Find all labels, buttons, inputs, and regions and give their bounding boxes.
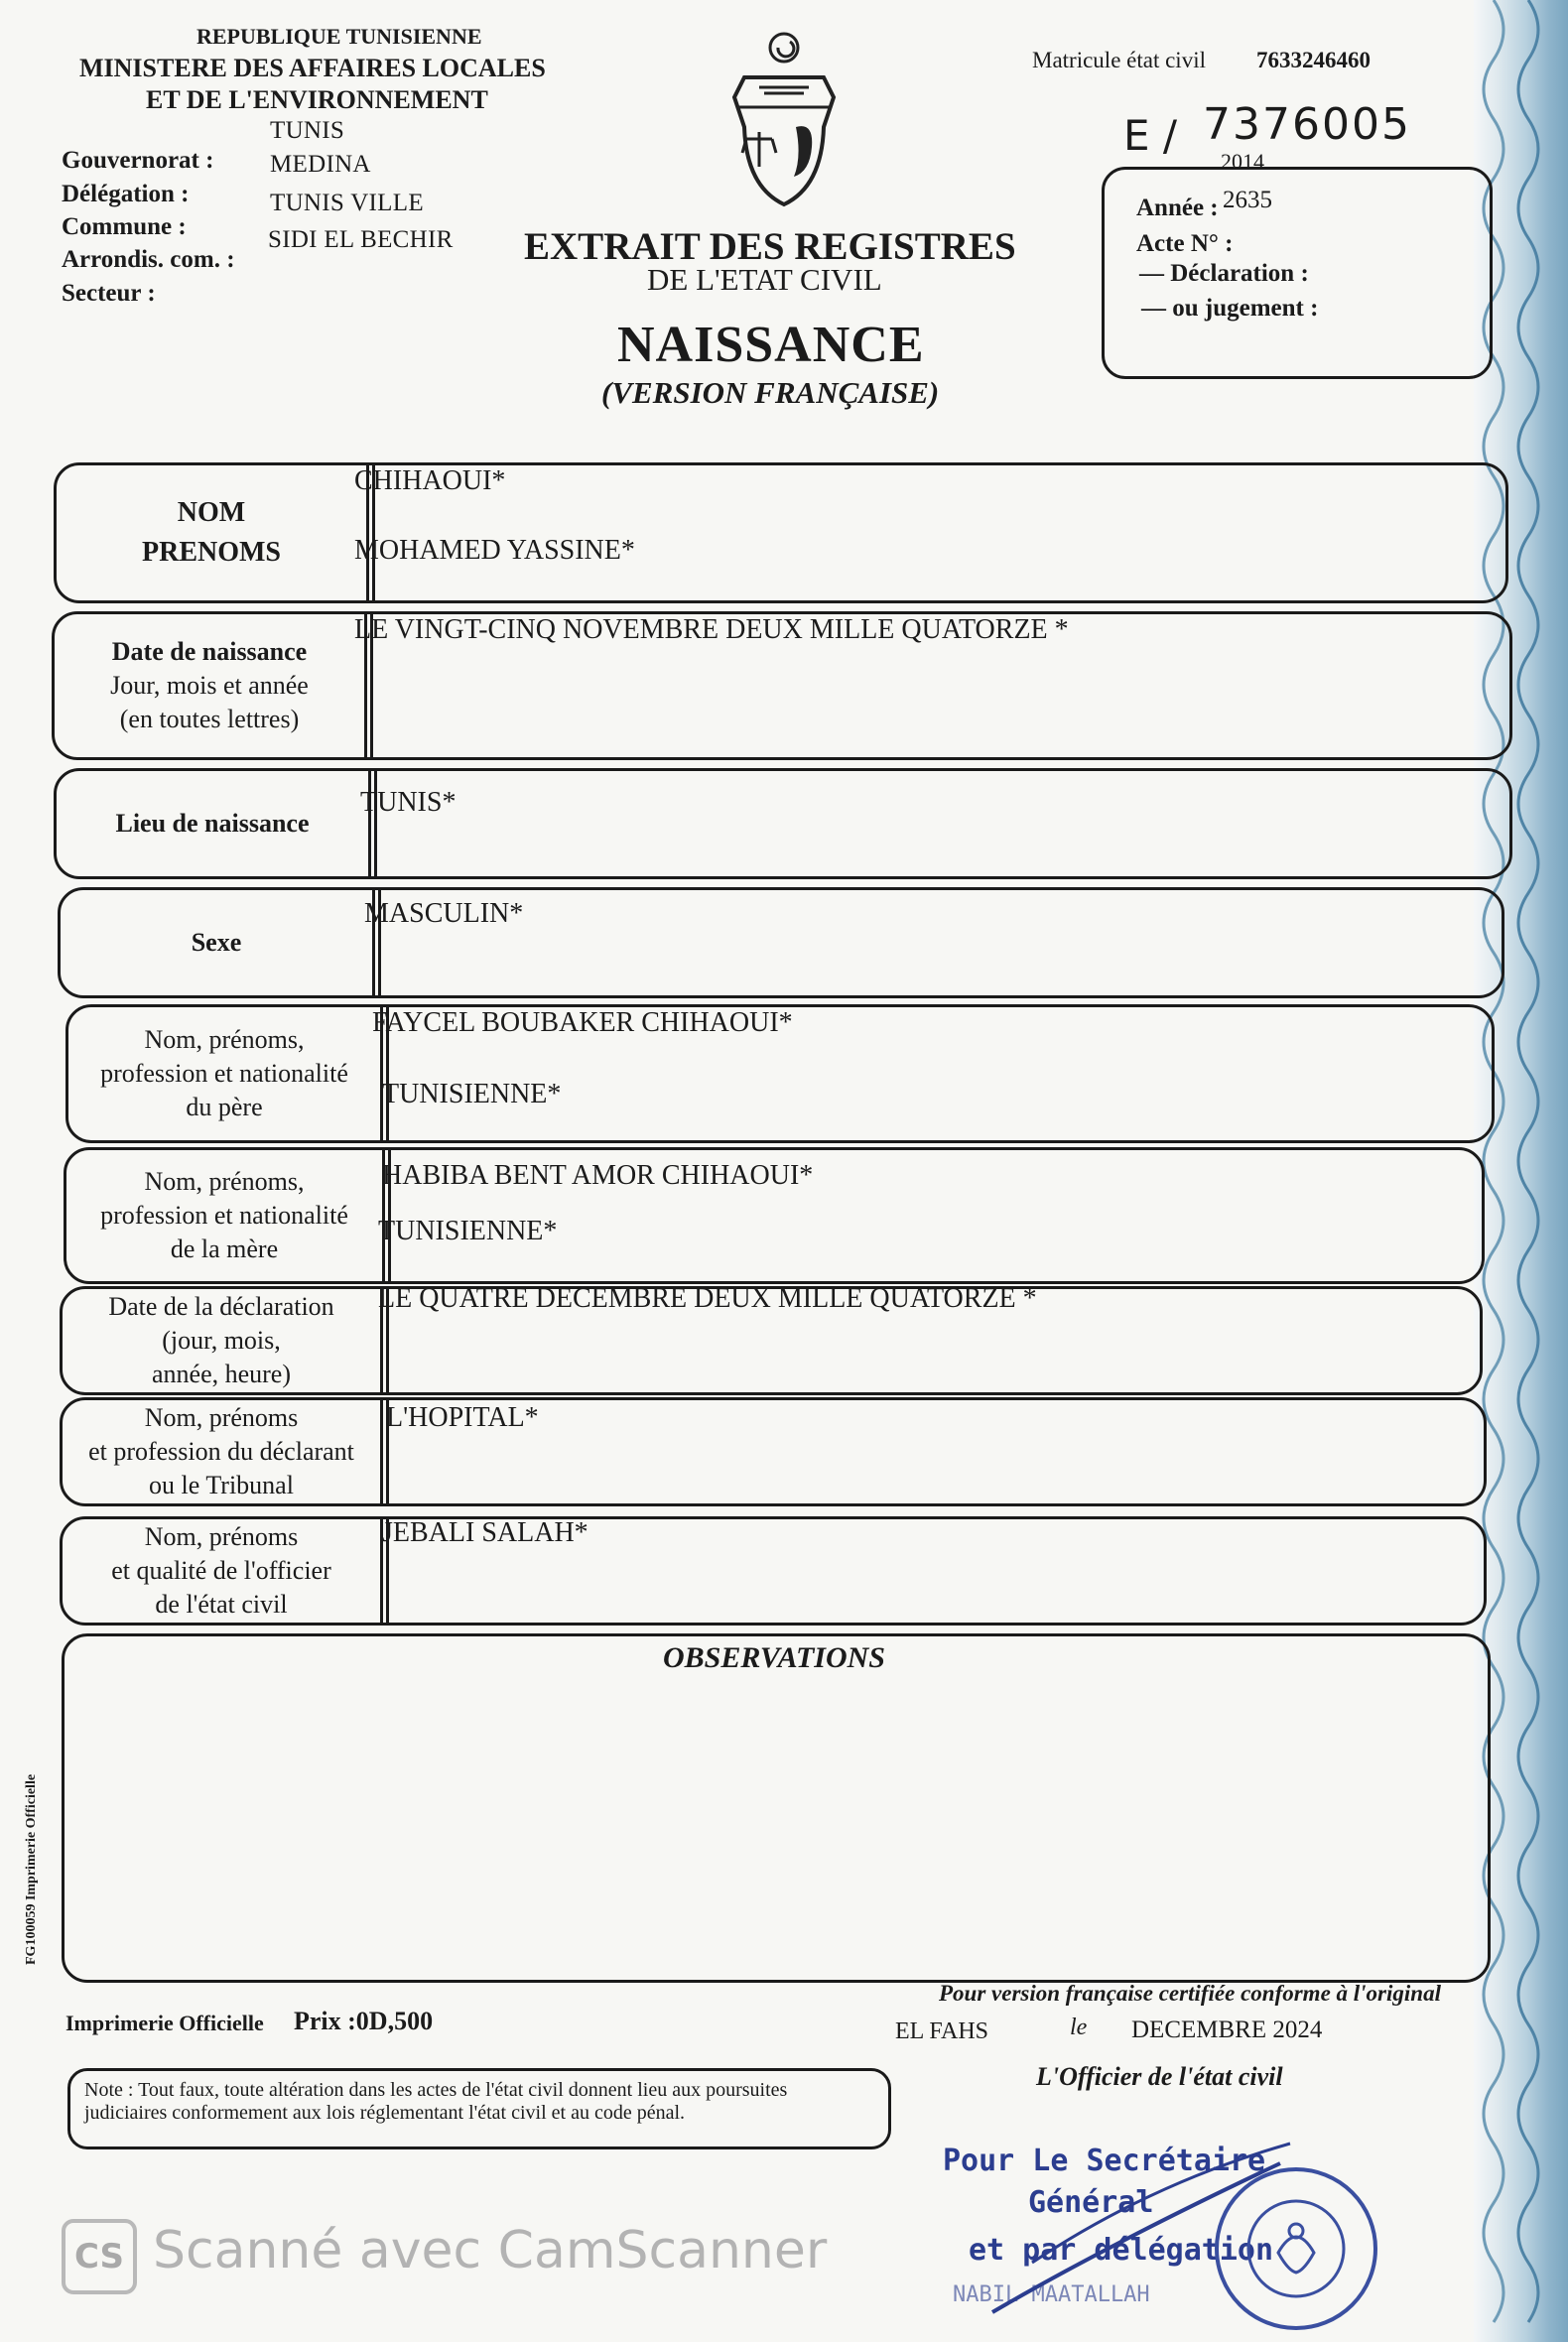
ministry-line1: MINISTERE DES AFFAIRES LOCALES [79,54,546,82]
gouvernorat-label: Gouvernorat : [62,147,214,174]
official-seal-icon [1209,2161,1383,2336]
camscanner-text: Scanné avec CamScanner [153,2221,828,2280]
place-value: EL FAHS [895,2018,989,2044]
serial-number: 7376005 [1203,99,1411,150]
mere-label-line3: de la mère [170,1235,279,1263]
camscanner-logo-icon: CS [62,2219,137,2294]
nom-value: CHIHAOUI* [354,465,506,496]
row-sexe [58,887,1504,998]
declarant-value: L'HOPITAL* [386,1402,539,1433]
nom-label: NOM [177,497,246,528]
gouvernorat-value: TUNIS [270,117,345,144]
ministry-line2: ET DE L'ENVIRONNEMENT [146,85,488,114]
stamp-line4: NABIL MAATALLAH [953,2282,1150,2307]
lieu-naissance-value: TUNIS* [360,787,457,818]
title-line2: DE L'ETAT CIVIL [647,262,882,297]
declaration-date-label-line3: année, heure) [151,1360,292,1388]
row-declarant [60,1397,1487,1506]
jugement-label: — ou jugement : [1141,295,1319,322]
mere-nationalite-value: TUNISIENNE* [378,1216,558,1246]
legal-note-text: Note : Tout faux, toute altération dans les actes de l'état civil donnent lieu aux poursuites judiciaires conformement aux lois réglementant l'état civil et au code pénal. [84,2079,788,2124]
lieu-naissance-label: Lieu de naissance [115,809,310,838]
commune-label: Commune : [62,213,187,240]
sexe-value: MASCULIN* [364,898,524,929]
row-pere [65,1004,1495,1143]
mere-nom-value: HABIBA BENT AMOR CHIHAOUI* [382,1160,814,1191]
side-print-code: FG100059 Imprimerie Officielle [24,1773,39,1965]
date-naissance-label: Date de naissance [111,637,308,666]
stamp-line1: Pour Le Secrétaire [943,2144,1266,2178]
row-date-naissance [52,611,1512,760]
prenoms-label: PRENOMS [142,537,281,568]
pere-nom-value: FAYCEL BOUBAKER CHIHAOUI* [372,1007,793,1038]
matricule-label: Matricule état civil [1032,48,1206,72]
stamp-line2: Général [1028,2185,1154,2220]
acte-label: Acte N° : [1136,230,1234,257]
acte-number: 2635 [1223,187,1272,213]
date-value: DECEMBRE 2024 [1131,2017,1323,2043]
observations-box [62,1633,1491,1983]
officer-title: L'Officier de l'état civil [1036,2062,1283,2091]
mere-label-line1: Nom, prénoms, [144,1167,305,1196]
sexe-label: Sexe [191,928,242,957]
year-value: 2014 [1221,149,1264,174]
legal-note [67,2068,891,2149]
row-officier [60,1516,1487,1626]
stamp-line3: et par délégation [969,2233,1274,2268]
printer-label: Imprimerie Officielle [65,2011,264,2035]
arrondissement-value: SIDI EL BECHIR [268,226,454,253]
declarant-label-line3: ou le Tribunal [149,1471,294,1499]
officier-label-line3: de l'état civil [155,1590,288,1619]
row-nom-prenoms [54,462,1508,603]
declaration-date-label-line1: Date de la déclaration [108,1292,334,1321]
price-label: Prix :0D,500 [294,2007,434,2035]
officier-label-line1: Nom, prénoms [144,1522,299,1551]
prenoms-value: MOHAMED YASSINE* [354,535,635,566]
pere-label-line1: Nom, prénoms, [144,1025,305,1054]
title-main: NAISSANCE [617,317,925,373]
serial-prefix: E / [1123,111,1178,160]
officier-label-line2: et qualité de l'officier [111,1556,331,1585]
arrondissement-label: Arrondis. com. : [62,246,235,273]
title-line1: EXTRAIT DES REGISTRES [524,225,1016,268]
secteur-label: Secteur : [62,280,156,307]
commune-value: TUNIS VILLE [270,190,424,216]
date-declaration-value: LE QUATRE DECEMBRE DEUX MILLE QUATORZE * [378,1283,1037,1314]
date-naissance-sublabel2: (en toutes lettres) [119,705,300,733]
pere-label-line2: profession et nationalité [100,1059,348,1088]
pere-nationalite-value: TUNISIENNE* [382,1079,562,1109]
declarant-label-line1: Nom, prénoms [144,1403,299,1432]
date-naissance-value: LE VINGT-CINQ NOVEMBRE DEUX MILLE QUATORZE * [354,614,1069,645]
declaration-label: — Déclaration : [1139,260,1309,287]
matricule-value: 7633246460 [1256,48,1371,72]
pere-label-line3: du père [186,1093,263,1121]
declaration-date-label-line2: (jour, mois, [162,1326,281,1355]
date-naissance-sublabel: Jour, mois et année [110,671,309,700]
day-value: le [1070,2015,1088,2040]
delegation-value: MEDINA [270,151,371,178]
certified-text: Pour version française certifiée conforme à l'original [939,1981,1441,2006]
row-mere [64,1147,1485,1284]
observations-title: OBSERVATIONS [663,1641,885,1674]
row-lieu-naissance [54,768,1512,879]
mere-label-line2: profession et nationalité [100,1201,348,1230]
officier-value: JEBALI SALAH* [382,1517,588,1548]
title-version: (VERSION FRANÇAISE) [601,375,940,410]
coat-of-arms-icon [715,28,853,208]
annee-label: Année : [1136,195,1219,221]
row-date-declaration [60,1283,1483,1395]
delegation-label: Délégation : [62,181,190,207]
declarant-label-line2: et profession du déclarant [88,1437,354,1466]
republic-header: REPUBLIQUE TUNISIENNE [196,24,482,49]
